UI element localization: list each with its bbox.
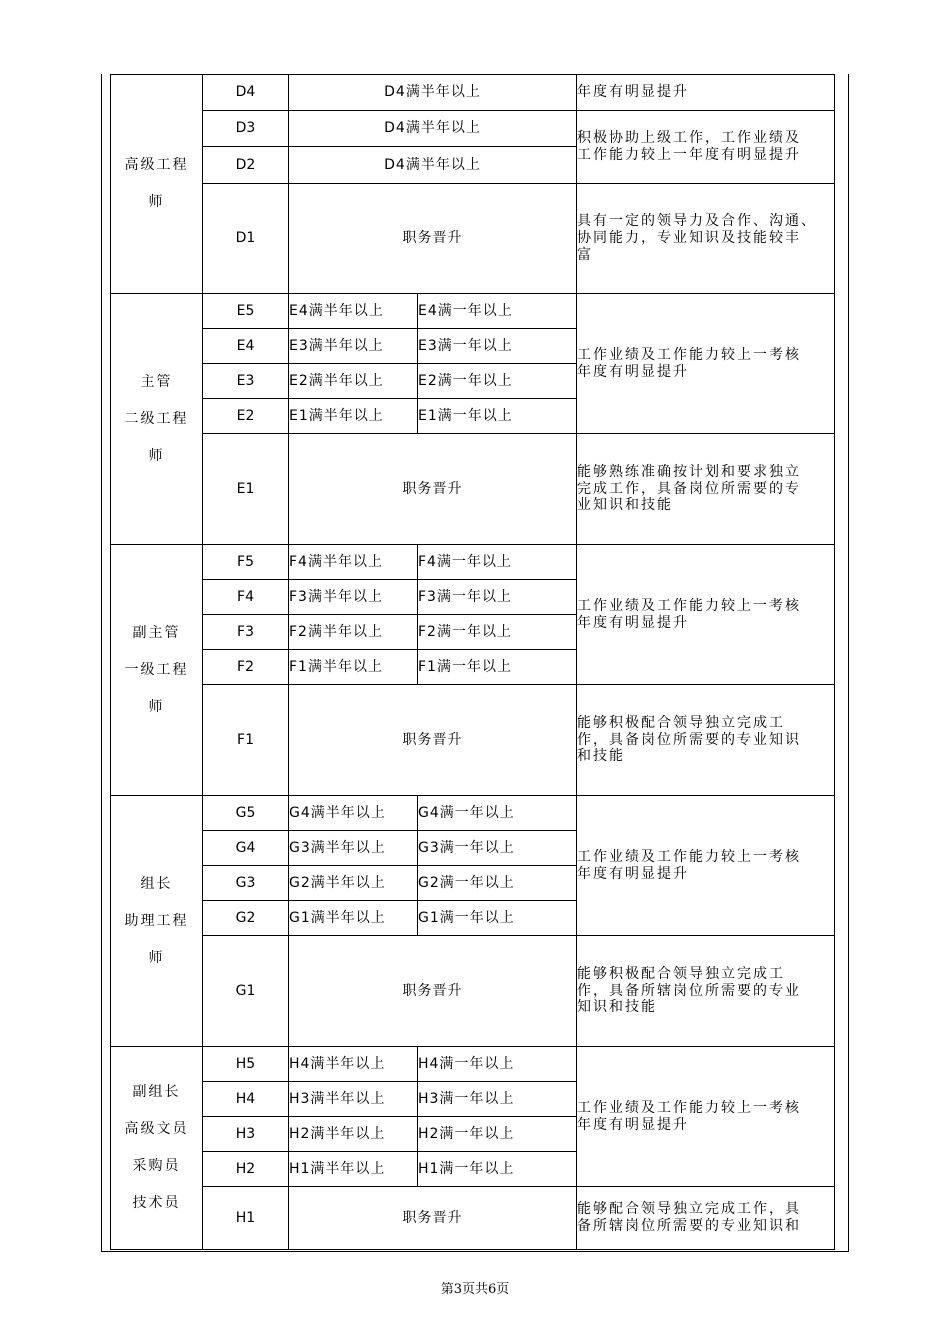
description-cell [577, 685, 835, 796]
half-year-condition-cell: F4满半年以上 [289, 545, 418, 580]
one-year-condition-cell: H4满一年以上 [418, 1047, 577, 1082]
half-year-condition-cell: G1满半年以上 [289, 901, 418, 936]
level-cell: D3 [203, 111, 289, 147]
description-line: 作，具备岗位所需要的专业知识 [577, 731, 801, 748]
grade-title-line: 副组长 [132, 1084, 181, 1100]
half-year-condition-cell: E4满半年以上 [289, 294, 418, 329]
grade-title-line: 师 [148, 447, 165, 464]
grade-title-cell [111, 75, 203, 294]
one-year-condition-cell: F4满一年以上 [418, 545, 577, 580]
condition-cell: 职务晋升 [289, 936, 577, 1047]
half-year-condition-cell: E2满半年以上 [289, 364, 418, 399]
description-line: 年度有明显提升 [577, 865, 689, 882]
half-year-condition-cell: F1满半年以上 [289, 650, 418, 685]
condition-cell: 职务晋升 [289, 1187, 577, 1250]
description-line: 作，具备所辖岗位所需要的专业 [577, 982, 801, 999]
grade-title-line: 副主管 [132, 624, 181, 641]
level-cell: D1 [203, 184, 289, 294]
level-cell: E2 [203, 399, 289, 434]
description-cell [577, 796, 835, 936]
half-year-condition-cell: F2满半年以上 [289, 615, 418, 650]
half-year-condition-cell: E1满半年以上 [289, 399, 418, 434]
grade-title-cell [111, 294, 203, 545]
half-year-condition-cell: G3满半年以上 [289, 831, 418, 866]
description-cell [577, 1187, 835, 1250]
one-year-condition-cell: E2满一年以上 [418, 364, 577, 399]
description-cell [577, 111, 835, 184]
grade-title-line: 主管 [140, 373, 173, 390]
condition-cell: 职务晋升 [289, 184, 577, 294]
level-cell: H5 [203, 1047, 289, 1082]
description-line: 积极协助上级工作，工作业绩及 [577, 130, 801, 147]
description-line: 工作业绩及工作能力较上一考核 [577, 848, 801, 865]
table-row [111, 75, 835, 111]
condition-cell: D4满半年以上 [289, 147, 577, 184]
grade-title-line: 组长 [140, 875, 173, 892]
grade-title-line: 一级工程 [124, 661, 189, 678]
level-cell: G5 [203, 796, 289, 831]
one-year-condition-cell: E3满一年以上 [418, 329, 577, 364]
page-number-footer: 第3页共6页 [440, 1282, 510, 1297]
level-cell: G4 [203, 831, 289, 866]
level-cell: F2 [203, 650, 289, 685]
grade-title-line: 采购员 [132, 1158, 181, 1174]
description-line: 和技能 [577, 748, 625, 765]
level-cell: D4 [203, 75, 289, 111]
level-cell: G1 [203, 936, 289, 1047]
grade-title-line: 师 [148, 949, 165, 966]
level-cell: F3 [203, 615, 289, 650]
description-line: 年度有明显提升 [577, 84, 689, 101]
description-line: 业知识和技能 [577, 497, 673, 514]
half-year-condition-cell: H1满半年以上 [289, 1152, 418, 1187]
grade-title-cell [111, 1047, 203, 1250]
description-line: 具有一定的领导力及合作、沟通、 [577, 213, 817, 230]
description-line: 年度有明显提升 [577, 1116, 689, 1133]
one-year-condition-cell: H1满一年以上 [418, 1152, 577, 1187]
half-year-condition-cell: H3满半年以上 [289, 1082, 418, 1117]
description-cell [577, 1047, 835, 1187]
half-year-condition-cell: H2满半年以上 [289, 1117, 418, 1152]
level-cell: G2 [203, 901, 289, 936]
description-line: 能够熟练准确按计划和要求独立 [577, 463, 801, 480]
one-year-condition-cell: E1满一年以上 [418, 399, 577, 434]
one-year-condition-cell: E4满一年以上 [418, 294, 577, 329]
level-cell: E1 [203, 434, 289, 545]
level-cell: E3 [203, 364, 289, 399]
description-line: 年度有明显提升 [577, 614, 689, 631]
description-line: 能够配合领导独立完成工作，具 [577, 1201, 801, 1218]
table-row [111, 1187, 835, 1250]
table-row [111, 685, 835, 796]
half-year-condition-cell: H4满半年以上 [289, 1047, 418, 1082]
table-row [111, 111, 835, 147]
table-row [111, 545, 835, 580]
grade-title-line: 高级工程 [124, 157, 189, 173]
description-line: 能够积极配合领导独立完成工 [577, 714, 785, 731]
one-year-condition-cell: G4满一年以上 [418, 796, 577, 831]
half-year-condition-cell: E3满半年以上 [289, 329, 418, 364]
table-row [111, 294, 835, 329]
one-year-condition-cell: G3满一年以上 [418, 831, 577, 866]
level-cell: H1 [203, 1187, 289, 1250]
table-row [111, 796, 835, 831]
description-line: 富 [577, 246, 593, 263]
description-line: 完成工作，具备岗位所需要的专 [577, 480, 801, 497]
grade-table [110, 74, 835, 1250]
grade-title-line: 师 [148, 194, 165, 210]
grade-title-cell [111, 796, 203, 1047]
level-cell: H4 [203, 1082, 289, 1117]
description-line: 工作业绩及工作能力较上一考核 [577, 1099, 801, 1116]
table-row [111, 184, 835, 294]
description-cell [577, 936, 835, 1047]
table-row [111, 1047, 835, 1082]
description-cell [577, 545, 835, 685]
level-cell: F1 [203, 685, 289, 796]
description-cell [577, 184, 835, 294]
level-cell: E4 [203, 329, 289, 364]
half-year-condition-cell: G4满半年以上 [289, 796, 418, 831]
one-year-condition-cell: G2满一年以上 [418, 866, 577, 901]
condition-cell: 职务晋升 [289, 434, 577, 545]
one-year-condition-cell: F2满一年以上 [418, 615, 577, 650]
grade-title-line: 师 [148, 698, 165, 715]
description-cell [577, 434, 835, 545]
description-line: 工作能力较上一年度有明显提升 [577, 147, 801, 163]
level-cell: E5 [203, 294, 289, 329]
one-year-condition-cell: F1满一年以上 [418, 650, 577, 685]
one-year-condition-cell: G1满一年以上 [418, 901, 577, 936]
grade-title-cell [111, 545, 203, 796]
one-year-condition-cell: H2满一年以上 [418, 1117, 577, 1152]
description-line: 备所辖岗位所需要的专业知识和 [577, 1218, 801, 1234]
grade-title-line: 助理工程 [124, 912, 189, 929]
table-row [111, 434, 835, 545]
half-year-condition-cell: G2满半年以上 [289, 866, 418, 901]
description-line: 工作业绩及工作能力较上一考核 [577, 346, 801, 363]
level-cell: H3 [203, 1117, 289, 1152]
half-year-condition-cell: F3满半年以上 [289, 580, 418, 615]
condition-cell: D4满半年以上 [289, 111, 577, 147]
level-cell: H2 [203, 1152, 289, 1187]
grade-title-line: 技术员 [132, 1195, 181, 1211]
grade-title-line: 二级工程 [124, 410, 189, 427]
one-year-condition-cell: H3满一年以上 [418, 1082, 577, 1117]
description-line: 能够积极配合领导独立完成工 [577, 965, 785, 982]
description-cell [577, 294, 835, 434]
one-year-condition-cell: F3满一年以上 [418, 580, 577, 615]
level-cell: D2 [203, 147, 289, 184]
description-line: 工作业绩及工作能力较上一考核 [577, 597, 801, 614]
level-cell: F5 [203, 545, 289, 580]
table-row [111, 936, 835, 1047]
level-cell: G3 [203, 866, 289, 901]
description-line: 协同能力，专业知识及技能较丰 [577, 230, 801, 247]
description-line: 年度有明显提升 [577, 363, 689, 380]
description-line: 知识和技能 [577, 999, 657, 1016]
condition-cell: D4满半年以上 [289, 75, 577, 111]
description-cell [577, 75, 835, 111]
grade-title-line: 高级文员 [124, 1121, 189, 1137]
condition-cell: 职务晋升 [289, 685, 577, 796]
level-cell: F4 [203, 580, 289, 615]
